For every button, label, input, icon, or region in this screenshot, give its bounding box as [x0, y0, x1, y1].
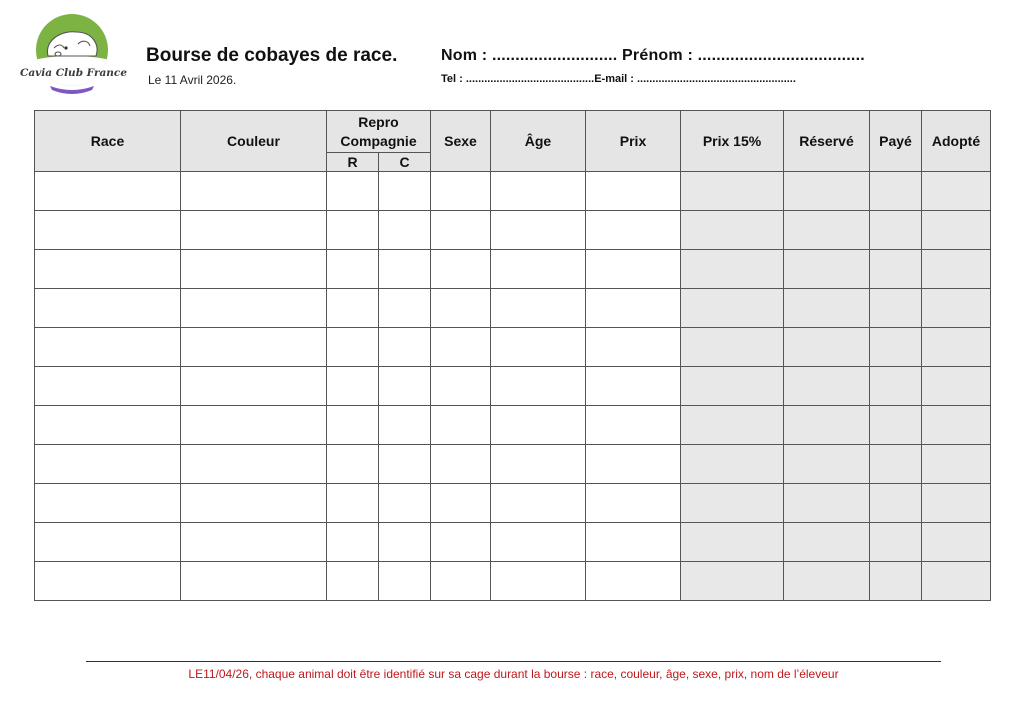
cell-paye[interactable]: [870, 484, 922, 523]
cell-r[interactable]: [327, 445, 379, 484]
table-row: [35, 289, 991, 328]
cell-paye[interactable]: [870, 289, 922, 328]
cell-sexe[interactable]: [431, 250, 491, 289]
cell-r[interactable]: [327, 406, 379, 445]
cell-couleur[interactable]: [181, 289, 327, 328]
cell-c[interactable]: [379, 367, 431, 406]
cell-sexe[interactable]: [431, 562, 491, 601]
cell-race[interactable]: [35, 367, 181, 406]
cell-race[interactable]: [35, 172, 181, 211]
cell-age[interactable]: [491, 484, 586, 523]
cell-sexe[interactable]: [431, 406, 491, 445]
cell-adopte[interactable]: [922, 445, 991, 484]
cell-prix[interactable]: [586, 445, 681, 484]
cell-prix-15[interactable]: [681, 523, 784, 562]
cell-age[interactable]: [491, 406, 586, 445]
cell-c[interactable]: [379, 562, 431, 601]
cell-reserve[interactable]: [784, 289, 870, 328]
cell-race[interactable]: [35, 484, 181, 523]
registration-table: [34, 110, 991, 601]
cell-adopte[interactable]: [922, 289, 991, 328]
logo-text: Cavia Club France: [20, 67, 127, 79]
cell-race[interactable]: [35, 289, 181, 328]
cell-reserve[interactable]: [784, 562, 870, 601]
cell-paye[interactable]: [870, 172, 922, 211]
cell-race[interactable]: [35, 562, 181, 601]
cell-couleur[interactable]: [181, 484, 327, 523]
nom-prenom-fields: Nom : ........................... Prénom : ....................................: [441, 47, 865, 64]
cell-age[interactable]: [491, 211, 586, 250]
cell-adopte[interactable]: [922, 211, 991, 250]
cell-prix[interactable]: [586, 562, 681, 601]
cell-age[interactable]: [491, 367, 586, 406]
cell-sexe[interactable]: [431, 289, 491, 328]
col-sexe: Sexe: [431, 111, 491, 172]
cell-sexe[interactable]: [431, 172, 491, 211]
page-title: Bourse de cobayes de race.: [146, 45, 398, 66]
footer-divider: [86, 661, 941, 662]
col-couleur: Couleur: [181, 111, 327, 172]
cell-sexe[interactable]: [431, 445, 491, 484]
cell-reserve[interactable]: [784, 484, 870, 523]
cell-couleur[interactable]: [181, 367, 327, 406]
col-age: Âge: [491, 111, 586, 172]
cell-c[interactable]: [379, 289, 431, 328]
cell-reserve[interactable]: [784, 328, 870, 367]
event-date: Le 11 Avril 2026.: [148, 73, 237, 87]
cell-c[interactable]: [379, 211, 431, 250]
cell-c[interactable]: [379, 445, 431, 484]
col-adopte: Adopté: [922, 111, 991, 172]
cell-reserve[interactable]: [784, 406, 870, 445]
cell-r[interactable]: [327, 250, 379, 289]
cell-age[interactable]: [491, 289, 586, 328]
cell-race[interactable]: [35, 211, 181, 250]
table-row: [35, 367, 991, 406]
cell-r[interactable]: [327, 211, 379, 250]
cell-prix-15[interactable]: [681, 289, 784, 328]
cell-age[interactable]: [491, 250, 586, 289]
cavia-club-logo: [18, 10, 126, 96]
col-repro-label: Repro: [358, 113, 399, 130]
cell-adopte[interactable]: [922, 172, 991, 211]
cell-age[interactable]: [491, 172, 586, 211]
cell-prix[interactable]: [586, 328, 681, 367]
cell-paye[interactable]: [870, 367, 922, 406]
cell-age[interactable]: [491, 523, 586, 562]
cell-adopte[interactable]: [922, 367, 991, 406]
cell-reserve[interactable]: [784, 172, 870, 211]
cell-paye[interactable]: [870, 562, 922, 601]
cell-prix[interactable]: [586, 523, 681, 562]
col-compagnie-label: Compagnie: [340, 132, 417, 149]
cell-prix[interactable]: [586, 250, 681, 289]
cell-couleur[interactable]: [181, 562, 327, 601]
table-row: [35, 328, 991, 367]
cell-couleur[interactable]: [181, 523, 327, 562]
cell-race[interactable]: [35, 328, 181, 367]
cell-race[interactable]: [35, 250, 181, 289]
cell-reserve[interactable]: [784, 211, 870, 250]
col-prix: Prix: [586, 111, 681, 172]
table-row: [35, 484, 991, 523]
cell-couleur[interactable]: [181, 211, 327, 250]
cell-r[interactable]: [327, 289, 379, 328]
cell-reserve[interactable]: [784, 250, 870, 289]
cell-paye[interactable]: [870, 250, 922, 289]
cell-adopte[interactable]: [922, 406, 991, 445]
cell-prix-15[interactable]: [681, 445, 784, 484]
table-row: [35, 445, 991, 484]
cell-age[interactable]: [491, 328, 586, 367]
cell-c[interactable]: [379, 328, 431, 367]
cell-prix-15[interactable]: [681, 250, 784, 289]
cell-sexe[interactable]: [431, 367, 491, 406]
cell-reserve[interactable]: [784, 523, 870, 562]
cell-sexe[interactable]: [431, 328, 491, 367]
cell-prix-15[interactable]: [681, 406, 784, 445]
cell-c[interactable]: [379, 406, 431, 445]
cell-prix-15[interactable]: [681, 562, 784, 601]
table-row: [35, 562, 991, 601]
cell-sexe[interactable]: [431, 211, 491, 250]
cell-adopte[interactable]: [922, 562, 991, 601]
cell-r[interactable]: [327, 367, 379, 406]
cell-prix[interactable]: [586, 211, 681, 250]
cell-paye[interactable]: [870, 406, 922, 445]
col-c: C: [379, 153, 431, 172]
col-race: Race: [35, 111, 181, 172]
cell-adopte[interactable]: [922, 250, 991, 289]
table-row: [35, 211, 991, 250]
cell-couleur[interactable]: [181, 406, 327, 445]
cell-couleur[interactable]: [181, 250, 327, 289]
cell-race[interactable]: [35, 406, 181, 445]
cell-r[interactable]: [327, 172, 379, 211]
footer-note: LE11/04/26, chaque animal doit être identifié sur sa cage durant la bourse : race, couleur, âge, sexe, prix, nom de l’éleveur: [188, 667, 839, 681]
cell-paye[interactable]: [870, 211, 922, 250]
cell-prix-15[interactable]: [681, 328, 784, 367]
cell-paye[interactable]: [870, 445, 922, 484]
cell-sexe[interactable]: [431, 523, 491, 562]
table-row: [35, 172, 991, 211]
cell-race[interactable]: [35, 523, 181, 562]
cell-prix[interactable]: [586, 172, 681, 211]
cell-c[interactable]: [379, 250, 431, 289]
cell-c[interactable]: [379, 484, 431, 523]
col-repro-compagnie: [327, 111, 431, 153]
cell-adopte[interactable]: [922, 523, 991, 562]
cell-c[interactable]: [379, 523, 431, 562]
cell-r[interactable]: [327, 484, 379, 523]
col-prix-15: Prix 15%: [681, 111, 784, 172]
cell-race[interactable]: [35, 445, 181, 484]
col-r: R: [327, 153, 379, 172]
cell-prix-15[interactable]: [681, 211, 784, 250]
cell-adopte[interactable]: [922, 484, 991, 523]
cell-sexe[interactable]: [431, 484, 491, 523]
cell-prix[interactable]: [586, 367, 681, 406]
cell-reserve[interactable]: [784, 445, 870, 484]
table-row: [35, 406, 991, 445]
cell-couleur[interactable]: [181, 445, 327, 484]
cell-c[interactable]: [379, 172, 431, 211]
cell-prix-15[interactable]: [681, 172, 784, 211]
cell-age[interactable]: [491, 562, 586, 601]
cell-r[interactable]: [327, 562, 379, 601]
cell-reserve[interactable]: [784, 367, 870, 406]
cell-prix[interactable]: [586, 484, 681, 523]
cell-age[interactable]: [491, 445, 586, 484]
cell-adopte[interactable]: [922, 328, 991, 367]
tel-email-fields: Tel : ..........................................E-mail : ....................................................: [441, 73, 796, 85]
cell-prix-15[interactable]: [681, 484, 784, 523]
col-paye: Payé: [870, 111, 922, 172]
table-row: [35, 523, 991, 562]
col-reserve: Réservé: [784, 111, 870, 172]
cell-paye[interactable]: [870, 328, 922, 367]
cell-prix-15[interactable]: [681, 367, 784, 406]
cell-paye[interactable]: [870, 523, 922, 562]
cell-r[interactable]: [327, 523, 379, 562]
cell-prix[interactable]: [586, 289, 681, 328]
cell-prix[interactable]: [586, 406, 681, 445]
table-row: [35, 250, 991, 289]
cell-couleur[interactable]: [181, 328, 327, 367]
cell-couleur[interactable]: [181, 172, 327, 211]
cell-r[interactable]: [327, 328, 379, 367]
